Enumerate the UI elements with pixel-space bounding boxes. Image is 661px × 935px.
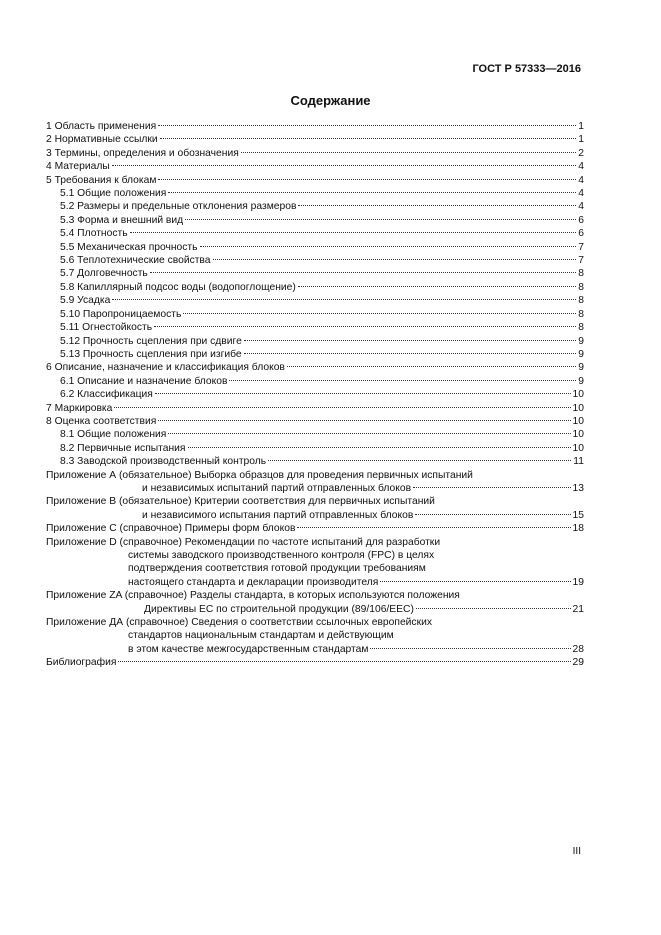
toc-subentry[interactable]: 5.6 Теплотехнические свойства 7 bbox=[60, 255, 584, 267]
toc-subentry[interactable]: 5.4 Плотность 6 bbox=[60, 228, 584, 240]
dot-leader bbox=[413, 487, 570, 488]
toc-subentry[interactable]: 5.2 Размеры и предельные отклонения размеров 4 bbox=[60, 201, 584, 213]
toc-subentry[interactable]: 5.7 Долговечность 8 bbox=[60, 268, 584, 280]
toc-entry[interactable]: 1 Область применения 1 bbox=[46, 121, 584, 132]
toc-entry[interactable]: 8 Оценка соответствия 10 bbox=[46, 415, 584, 427]
toc-subentry[interactable]: 8.1 Общие положения 10 bbox=[60, 429, 584, 441]
page-title: Содержание bbox=[290, 93, 371, 108]
dot-leader bbox=[168, 192, 576, 193]
toc-subentry[interactable]: 5.5 Механическая прочность 7 bbox=[60, 241, 584, 253]
toc-entry[interactable]: 5 Требования к блокам 4 bbox=[46, 174, 584, 186]
dot-leader bbox=[287, 366, 576, 367]
toc-subentry[interactable]: 5.3 Форма и внешний вид 6 bbox=[60, 214, 584, 226]
toc-subentry[interactable]: 5.11 Огнестойкость 8 bbox=[60, 322, 584, 334]
dot-leader bbox=[183, 313, 576, 314]
toc-subentry[interactable]: 5.9 Усадка 8 bbox=[60, 295, 584, 307]
dot-leader bbox=[415, 514, 570, 515]
toc-subentry[interactable]: 5.13 Прочность сцепления при изгибе 9 bbox=[60, 348, 584, 360]
toc-subentry[interactable]: 5.8 Капиллярный подсос воды (водопоглощение) 8 bbox=[60, 281, 584, 293]
dot-leader bbox=[118, 661, 570, 662]
dot-leader bbox=[297, 527, 570, 528]
toc-subentry[interactable]: 5.12 Прочность сцепления при сдвиге 9 bbox=[60, 335, 584, 347]
dot-leader bbox=[160, 138, 577, 139]
toc-appendix-b[interactable]: Приложение В (обязательное) Критерии соответствия для первичных испытаний и независимого испытания партий отправленных блоков 15 bbox=[46, 496, 584, 521]
toc-entry[interactable]: 4 Материалы 4 bbox=[46, 161, 584, 173]
dot-leader bbox=[244, 353, 577, 354]
dot-leader bbox=[298, 205, 576, 206]
toc-entry[interactable]: 3 Термины, определения и обозначения 2 bbox=[46, 147, 584, 159]
toc-appendix-za[interactable]: Приложение ZA (справочное) Разделы стандарта, в которых используются положения Директивы ЕС по строительной продукции (89/106/ЕЕС) 21 bbox=[46, 590, 584, 615]
dot-leader bbox=[244, 340, 576, 341]
dot-leader bbox=[200, 246, 577, 247]
toc-subentry[interactable]: 6.1 Описание и назначение блоков 9 bbox=[60, 375, 584, 387]
toc-appendix-c[interactable]: Приложение С (справочное) Примеры форм блоков 18 bbox=[46, 523, 584, 535]
toc-subentry[interactable]: 5.1 Общие положения 4 bbox=[60, 188, 584, 200]
dot-leader bbox=[112, 165, 577, 166]
dot-leader bbox=[114, 407, 570, 408]
dot-leader bbox=[130, 232, 577, 233]
dot-leader bbox=[268, 460, 571, 461]
toc-entry[interactable]: 6 Описание, назначение и классификация блоков 9 bbox=[46, 362, 584, 374]
document-code: ГОСТ Р 57333—2016 bbox=[472, 63, 581, 75]
toc-bibliography[interactable]: Библиография 29 bbox=[46, 657, 584, 669]
dot-leader bbox=[112, 299, 576, 300]
toc-appendix-da[interactable]: Приложение ДА (справочное) Сведения о соответствии ссылочных европейских стандартов национальным стандартам и действующим в этом качестве межгосударственным стандартам 28 bbox=[46, 617, 584, 655]
toc-subentry[interactable]: 5.10 Паропроницаемость 8 bbox=[60, 308, 584, 320]
toc-entry[interactable]: 7 Маркировка 10 bbox=[46, 402, 584, 414]
dot-leader bbox=[241, 152, 576, 153]
dot-leader bbox=[188, 447, 571, 448]
toc-subentry[interactable]: 6.2 Классификация 10 bbox=[60, 389, 584, 401]
toc-subentry[interactable]: 8.2 Первичные испытания 10 bbox=[60, 442, 584, 454]
dot-leader bbox=[213, 259, 577, 260]
dot-leader bbox=[185, 219, 576, 220]
toc-appendix-d[interactable]: Приложение D (справочное) Рекомендации по частоте испытаний для разработки системы заводского производственного контроля (FPC) в целях подтверждения соответствия готовой продукции требованиям настоящего стандарта и декларации производителя 19 bbox=[46, 536, 584, 588]
dot-leader bbox=[155, 393, 571, 394]
dot-leader bbox=[158, 179, 576, 180]
dot-leader bbox=[150, 272, 576, 273]
dot-leader bbox=[370, 648, 570, 649]
toc-subentry[interactable]: 8.3 Заводской производственный контроль 11 bbox=[60, 456, 584, 468]
dot-leader bbox=[154, 326, 576, 327]
toc-appendix-a[interactable]: Приложение А (обязательное) Выборка образцов для проведения первичных испытаний и независимых испытаний партий отправленных блоков 13 bbox=[46, 469, 584, 494]
page-number: III bbox=[572, 846, 581, 857]
dot-leader bbox=[158, 420, 570, 421]
dot-leader bbox=[298, 286, 576, 287]
dot-leader bbox=[229, 380, 576, 381]
dot-leader bbox=[168, 433, 570, 434]
dot-leader bbox=[416, 608, 571, 609]
dot-leader bbox=[380, 581, 570, 582]
toc-entry[interactable]: 2 Нормативные ссылки 1 bbox=[46, 134, 584, 146]
dot-leader bbox=[158, 125, 576, 126]
table-of-contents bbox=[46, 120, 584, 670]
